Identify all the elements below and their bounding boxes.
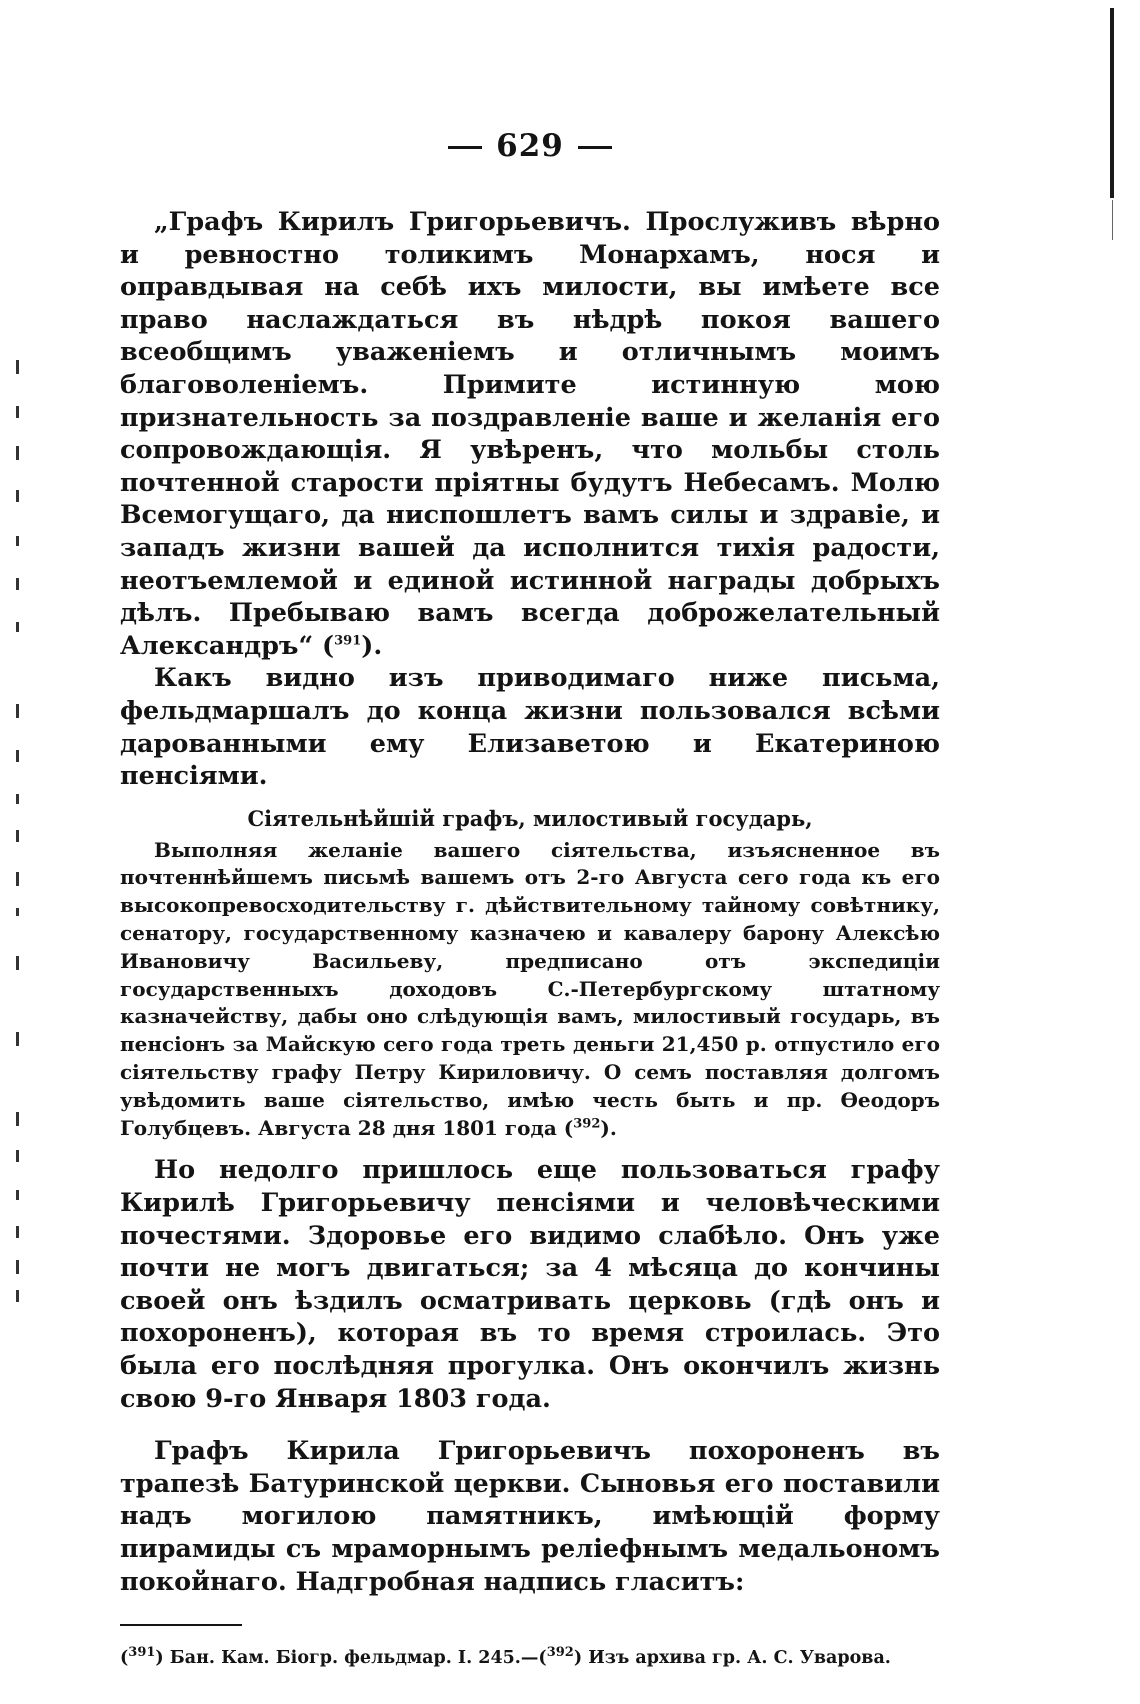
footnote-ref: 391 bbox=[334, 633, 362, 649]
paragraph-imperial-letter: „Графъ Кирилъ Григорьевичъ. Прослуживъ вѣрно и ревностно толикимъ Монархамъ, нося и оправдывая на себѣ ихъ милости, вы имѣете все право наслаждаться въ нѣдрѣ покоя вашего всеобщимъ уваженіемъ и отличнымъ моимъ благоволеніемъ. Примите истинную мою признательность за поздравленіе ваше и желанія его сопровождающія. Я увѣренъ, что мольбы столь почтенной старости пріятны будутъ Небесамъ. Молю Всемогущаго, да ниспошлетъ вамъ силы и здравіе, и западъ жизни вашей да исполнится тихія радости, неотъемлемой и единой истинной награды добрыхъ дѣлъ. Пребываю вамъ всегда доброжелательный Александръ“ ($^{391}$). bbox=[120, 207, 940, 661]
letter-salutation: Сіятельнѣйшій графъ, милостивый государь, bbox=[247, 805, 813, 831]
scan-edge-mark bbox=[1110, 8, 1114, 198]
page-number: 629 bbox=[120, 128, 940, 164]
dash-left bbox=[448, 146, 482, 149]
paragraph-burial: Графъ Кирила Григорьевичъ похороненъ въ трапезѣ Батуринской церкви. Сыновья его поставили надъ могилою памятникъ, имѣющій форму пирамиды съ мраморнымъ реліефнымъ медальономъ покойнаго. Надгробная надпись гласитъ: bbox=[120, 1436, 940, 1597]
footnote-divider bbox=[120, 1624, 242, 1626]
dash-right bbox=[578, 146, 612, 149]
footnote-ref: 392 bbox=[573, 1116, 601, 1131]
paragraph-pensions: Какъ видно изъ приводимаго ниже письма, фельдмаршалъ до конца жизни пользовался всѣми дарованными ему Елизаветою и Екатериною пенсіями. bbox=[120, 663, 940, 792]
scan-edge-mark bbox=[1112, 200, 1113, 240]
paragraph-final-days: Но недолго пришлось еще пользоваться графу Кирилѣ Григорьевичу пенсіями и человѣческими почестями. Здоровье его видимо слабѣло. Онъ уже почти не могъ двигаться; за 4 мѣсяца до кончины своей онъ ѣздилъ осматривать церковь (гдѣ онъ и похороненъ), которая въ то время строилась. Это была его послѣдняя прогулка. Онъ окончилъ жизнь свою 9-го Января 1803 года. bbox=[120, 1155, 940, 1414]
footnote-text: Бан. Кам. Біогр. фельдмар. I. 245.— bbox=[169, 1648, 539, 1669]
scan-margin-marks bbox=[16, 360, 32, 1320]
page bbox=[120, 128, 940, 1670]
footnote-number: 391 bbox=[128, 1645, 156, 1661]
letter-body: Выполняя желаніе вашего сіятельства, изъясненное въ почтеннѣйшемъ письмѣ вашемъ отъ 2-го Августа сего года къ его высокопревосходительству г. дѣйствительному тайному совѣтнику, сенатору, государственному казначею и кавалеру барону Алексѣю Ивановичу Васильеву, предписано отъ экспедиціи государственныхъ доходовъ С.-Петербургскому штатному казначейству, дабы оно слѣдующія вамъ, милостивый государь, въ пенсіонъ за Майскую сего года треть деньги 21,450 р. отпустило его сіятельству графу Петру Кириловичу. О семъ поставляя долгомъ увѣдомить ваше сіятельство, имѣю честь быть и пр. Ѳеодоръ Голубцевъ. Августа 28 дня 1801 года ($^{392}$). bbox=[120, 837, 940, 1140]
footnote-number: 392 bbox=[546, 1645, 574, 1661]
footnote-text: Изъ архива гр. А. С. Уварова. bbox=[588, 1648, 891, 1669]
footnotes: ($^{391}$) Бан. Кам. Біогр. фельдмар. I. 245.—($^{392}$) Изъ архива гр. А. С. Уварова. bbox=[120, 1645, 891, 1669]
